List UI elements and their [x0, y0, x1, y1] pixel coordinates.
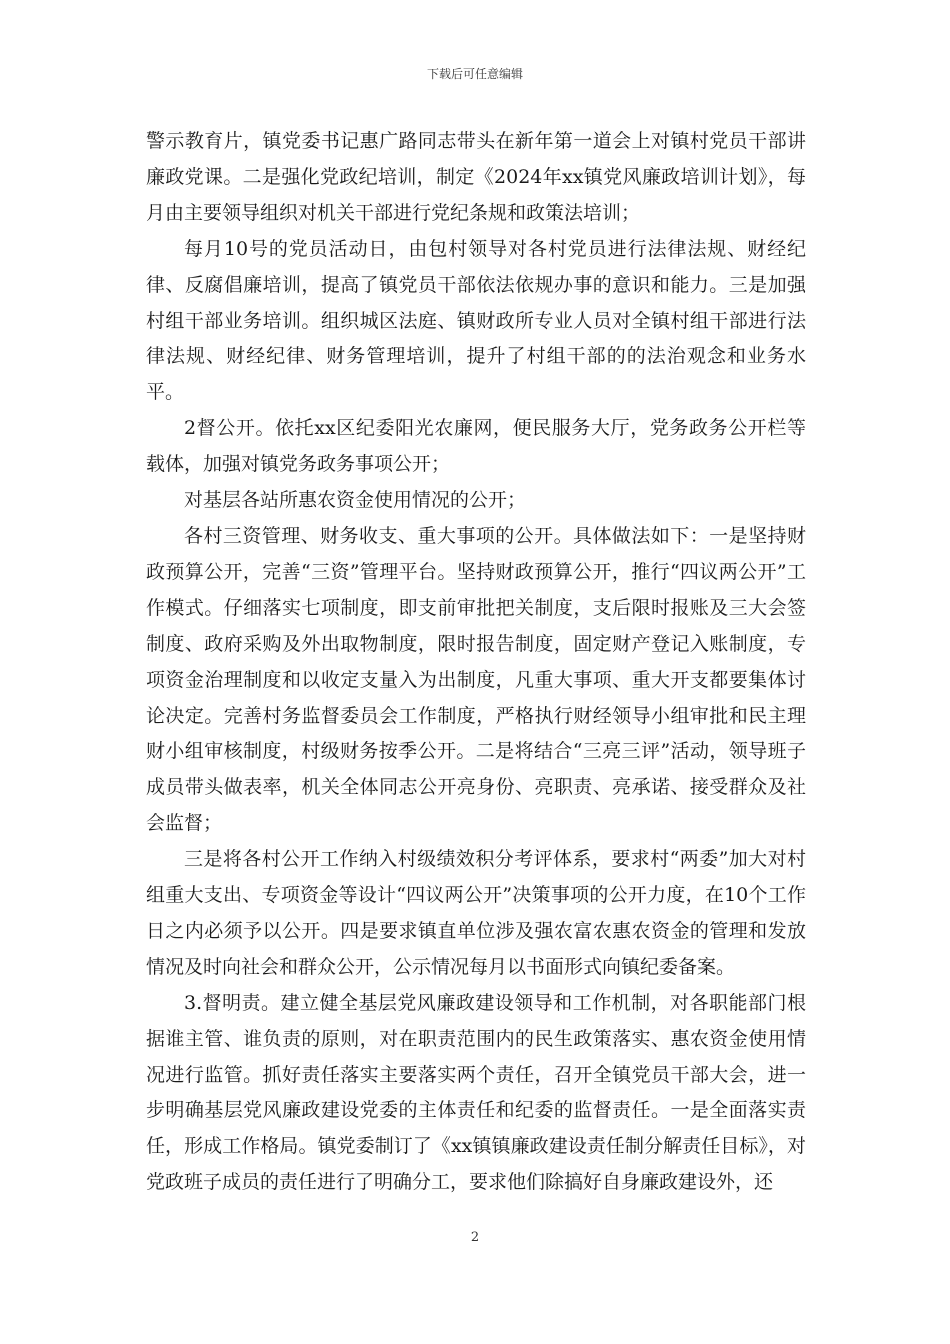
document-body — [146, 124, 806, 1201]
paragraph-5: 各村三资管理、财务收支、重大事项的公开。具体做法如下：一是坚持财政预算公开，完善“三资”管理平台。坚持财政预算公开，推行“四议两公开”工作模式。仔细落实七项制度，即支前审批把关制度，支后限时报账及三大会签制度、政府采购及外出取物制度，限时报告制度，固定财产登记入账制度，专项资金治理制度和以收定支量入为出制度，凡重大事项、重大开支都要集体讨论决定。完善村务监督委员会工作制度，严格执行财经领导小组审批和民主理财小组审核制度，村级财务按季公开。二是将结合“三亮三评”活动，领导班子成员带头做表率，机关全体同志公开亮身份、亮职责、亮承诺、接受群众及社会监督； — [146, 524, 806, 835]
paragraph-2: 每月10号的党员活动日，由包村领导对各村党员进行法律法规、财经纪律、反腐倡廉培训，提高了镇党员干部依法依规办事的意识和能力。三是加强村组干部业务培训。组织城区法庭、镇财政所专业人员对全镇村组干部进行法律法规、财经纪律、财务管理培训，提升了村组干部的的法治观念和业务水平。 — [146, 237, 806, 404]
page-header-note: 下载后可任意编辑 — [426, 67, 523, 81]
paragraph-4: 对基层各站所惠农资金使用情况的公开； — [184, 489, 527, 512]
paragraph-7: 3.督明责。建立健全基层党风廉政建设领导和工作机制，对各职能部门根据谁主管、谁负责的原则，对在职责范围内的民生政策落实、惠农资金使用情况进行监管。抓好责任落实主要落实两个责任，召开全镇党员干部大会，进一步明确基层党风廉政建设党委的主体责任和纪委的监督责任。一是全面落实责任，形成工作格局。镇党委制订了《xx镇镇廉政建设责任制分解责任目标》，对党政班子成员的责任进行了明确分工，要求他们除搞好自身廉政建设外，还 — [146, 991, 806, 1194]
paragraph-3: 2督公开。依托xx区纪委阳光农廉网，便民服务大厅，党务政务公开栏等载体，加强对镇党务政务事项公开； — [146, 417, 806, 476]
paragraph-6: 三是将各村公开工作纳入村级绩效积分考评体系，要求村“两委”加大对村组重大支出、专项资金等设计“四议两公开”决策事项的公开力度，在10个工作日之内必须予以公开。四是要求镇直单位涉及强农富农惠农资金的管理和发放情况及时向社会和群众公开，公示情况每月以书面形式向镇纪委备案。 — [146, 848, 806, 978]
paragraph-1: 警示教育片，镇党委书记惠广路同志带头在新年第一道会上对镇村党员干部讲廉政党课。二是强化党政纪培训，制定《2024年xx镇党风廉政培训计划》，每月由主要领导组织对机关干部进行党纪条规和政策法培训； — [146, 130, 806, 224]
page-number: 2 — [470, 1230, 480, 1245]
